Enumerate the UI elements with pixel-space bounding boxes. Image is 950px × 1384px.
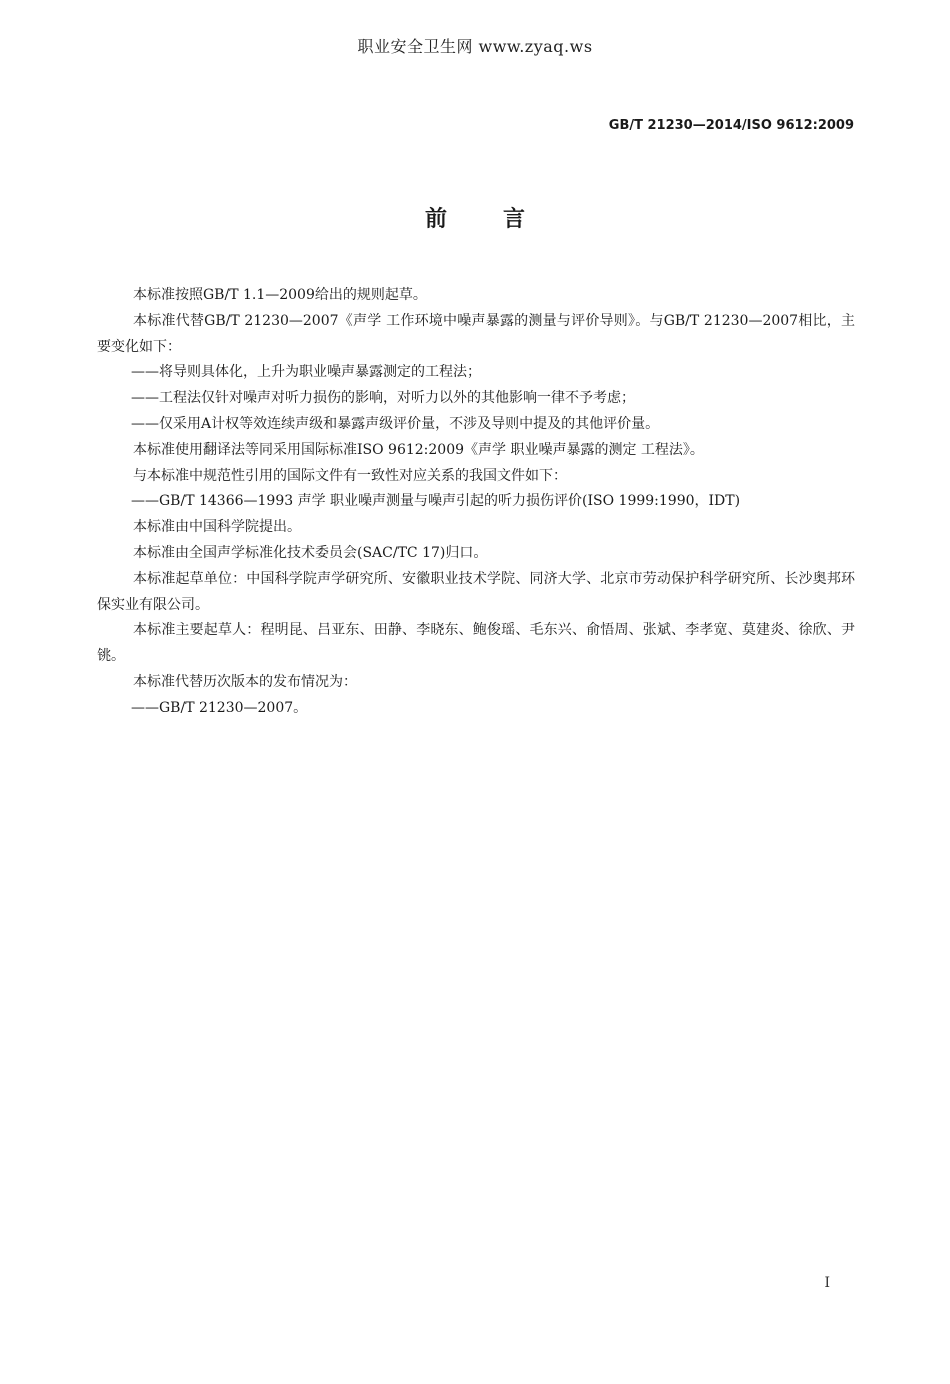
list-item: ——将导则具体化，上升为职业噪声暴露测定的工程法； bbox=[131, 364, 481, 381]
list-item: ——GB/T 21230—2007。 bbox=[131, 699, 308, 716]
paragraph: 本标准代替GB/T 21230—2007《声学 工作环境中噪声暴露的测量与评价导则》。与GB/T 21230—2007相比，主要变化如下： bbox=[97, 312, 855, 355]
paragraph: 本标准按照GB/T 1.1—2009给出的规则起草。 bbox=[133, 287, 427, 303]
list-item: ——GB/T 14366—1993 声学 职业噪声测量与噪声引起的听力损伤评价(ISO 1999:1990，IDT) bbox=[131, 493, 741, 510]
paragraph: 本标准使用翻译法等同采用国际标准ISO 9612:2009《声学 职业噪声暴露的测定 工程法》。 bbox=[133, 441, 704, 458]
paragraph: 与本标准中规范性引用的国际文件有一致性对应关系的我国文件如下： bbox=[133, 467, 567, 484]
page-title: 前言 bbox=[424, 207, 581, 232]
paragraph: 本标准代替历次版本的发布情况为： bbox=[133, 673, 357, 690]
list-item: ——仅采用A计权等效连续声级和暴露声级评价量，不涉及导则中提及的其他评价量。 bbox=[131, 415, 660, 432]
list-item: ——工程法仅针对噪声对听力损伤的影响，对听力以外的其他影响一律不予考虑； bbox=[131, 390, 635, 407]
site-header: 职业安全卫生网 www.zyaq.ws bbox=[357, 37, 593, 56]
paragraph: 本标准主要起草人：程明昆、吕亚东、田静、李晓东、鲍俊瑶、毛东兴、俞悟周、张斌、李孝宽、莫建炎、徐欣、尹铫。 bbox=[97, 622, 855, 665]
paragraph: 本标准起草单位：中国科学院声学研究所、安徽职业技术学院、同济大学、北京市劳动保护科学研究所、长沙奥邦环保实业有限公司。 bbox=[97, 570, 855, 613]
foreword-body bbox=[97, 283, 855, 722]
paragraph: 本标准由中国科学院提出。 bbox=[133, 519, 301, 536]
standard-code: GB/T 21230—2014/ISO 9612:2009 bbox=[608, 118, 854, 133]
page-number: I bbox=[824, 1275, 830, 1291]
paragraph: 本标准由全国声学标准化技术委员会(SAC/TC 17)归口。 bbox=[133, 544, 488, 561]
